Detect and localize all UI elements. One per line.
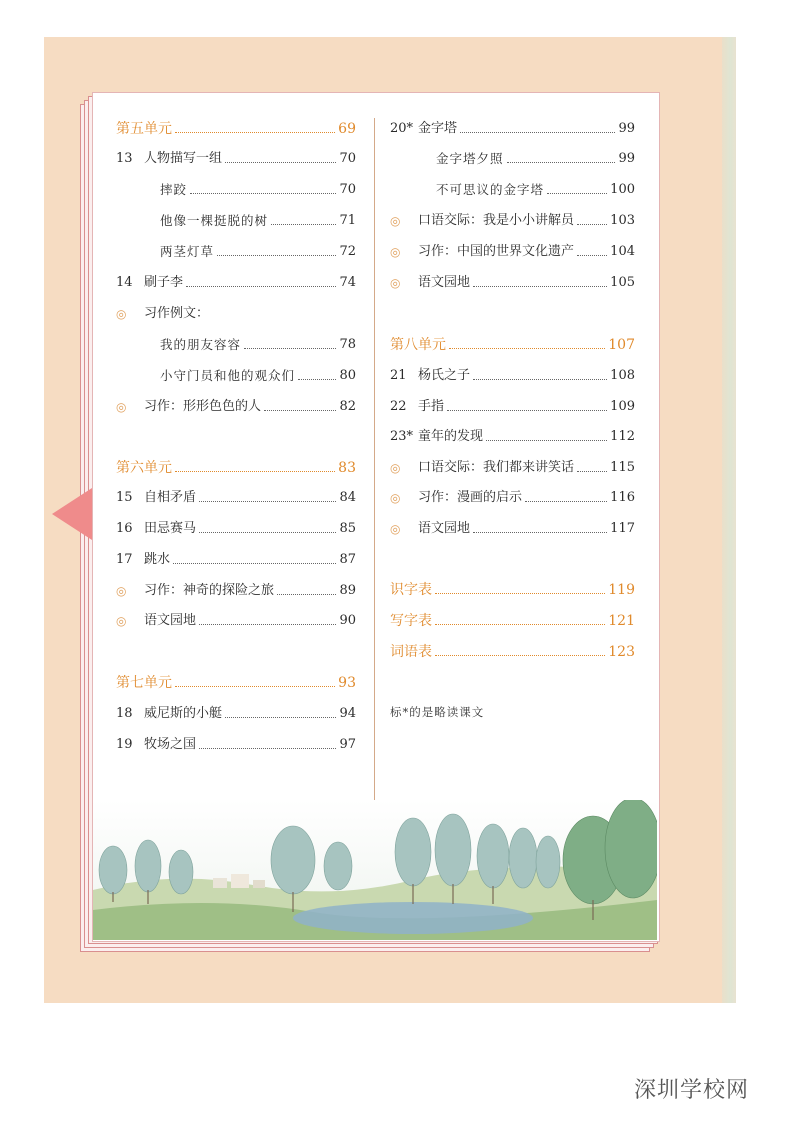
page-number: 100 xyxy=(610,182,635,197)
page-number: 105 xyxy=(610,275,635,290)
entry-title: 小守门员和他的观众们 xyxy=(160,368,296,383)
footnote: 标*的是略读课文 xyxy=(390,705,485,719)
page-number: 84 xyxy=(339,490,356,505)
bullet-icon: ◎ xyxy=(390,214,401,228)
dot-leader xyxy=(175,132,335,133)
dot-leader xyxy=(435,655,605,656)
entry-title: 童年的发现 xyxy=(418,429,484,444)
toc-unit-heading xyxy=(390,579,635,601)
dot-leader xyxy=(225,162,336,163)
toc-entry xyxy=(116,272,356,294)
bullet-icon: ◎ xyxy=(116,614,127,628)
watermark: 深圳学校网 xyxy=(633,1078,749,1103)
toc-unit-heading xyxy=(116,672,356,694)
entry-title: 习作例文： xyxy=(144,306,210,321)
page-number: 70 xyxy=(339,182,356,197)
page-number: 112 xyxy=(610,429,635,444)
entry-title: 口语交际：我是小小讲解员 xyxy=(418,213,575,228)
entry-title: 他像一棵挺脱的树 xyxy=(160,213,269,228)
dot-leader xyxy=(217,255,336,256)
toc-entry xyxy=(390,241,635,263)
toc-entry xyxy=(116,148,356,170)
toc-entry xyxy=(116,396,356,418)
page-number: 121 xyxy=(608,613,635,629)
page-number: 93 xyxy=(338,675,356,691)
bookmark-ribbon xyxy=(52,488,92,540)
entry-title: 习作：形形色色的人 xyxy=(144,399,262,414)
dot-leader xyxy=(199,501,336,502)
toc-entry xyxy=(116,549,356,571)
toc-entry xyxy=(116,303,356,325)
toc-unit-heading xyxy=(390,641,635,663)
toc-entry xyxy=(390,457,635,479)
dot-leader xyxy=(473,379,607,380)
page-number: 83 xyxy=(338,460,356,476)
lesson-number: 19 xyxy=(116,737,133,752)
page-number: 87 xyxy=(339,552,356,567)
entry-title: 语文园地 xyxy=(418,521,471,536)
scan-right-edge xyxy=(722,37,736,1003)
dot-leader xyxy=(449,348,605,349)
entry-title: 我的朋友容容 xyxy=(160,337,242,352)
lesson-number: 15 xyxy=(116,490,133,505)
dot-leader xyxy=(298,379,336,380)
toc-entry xyxy=(390,518,635,540)
lesson-number: 23* xyxy=(390,429,414,444)
toc-entry xyxy=(390,272,635,294)
toc-entry xyxy=(160,334,356,356)
lesson-number: 17 xyxy=(116,552,133,567)
page-number: 108 xyxy=(610,368,635,383)
page-number: 117 xyxy=(610,521,635,536)
dot-leader xyxy=(435,593,605,594)
dot-leader xyxy=(577,471,607,472)
bullet-icon: ◎ xyxy=(390,522,401,536)
entry-title: 手指 xyxy=(418,399,445,414)
entry-title: 自相矛盾 xyxy=(144,490,197,505)
bullet-icon: ◎ xyxy=(390,245,401,259)
toc-entry xyxy=(160,241,356,263)
lesson-number: 18 xyxy=(116,706,133,721)
entry-title: 口语交际：我们都来讲笑话 xyxy=(418,460,575,475)
entry-title: 金字塔 xyxy=(418,121,458,136)
page-number: 70 xyxy=(339,151,356,166)
entry-title: 跳水 xyxy=(144,552,171,567)
page-number: 90 xyxy=(339,613,356,628)
page-number: 94 xyxy=(339,706,356,721)
toc-entry xyxy=(436,148,635,170)
page-number: 116 xyxy=(610,490,635,505)
dot-leader xyxy=(577,224,607,225)
toc-entry xyxy=(116,610,356,632)
toc-entry xyxy=(116,580,356,602)
dot-leader xyxy=(435,624,605,625)
entry-title: 第六单元 xyxy=(116,460,172,476)
bullet-icon: ◎ xyxy=(390,491,401,505)
page-number: 109 xyxy=(610,399,635,414)
entry-title: 两茎灯草 xyxy=(160,244,215,259)
dot-leader xyxy=(547,193,607,194)
toc-unit-heading xyxy=(116,118,356,140)
lesson-number: 16 xyxy=(116,521,133,536)
entry-title: 摔跤 xyxy=(160,182,188,197)
entry-title: 第八单元 xyxy=(390,337,446,353)
dot-leader xyxy=(460,132,615,133)
page-number: 85 xyxy=(339,521,356,536)
entry-title: 习作：神奇的探险之旅 xyxy=(144,583,275,598)
dot-leader xyxy=(525,501,607,502)
column-divider xyxy=(374,118,375,812)
toc-entry xyxy=(436,179,635,201)
page-number: 115 xyxy=(610,460,635,475)
dot-leader xyxy=(264,410,336,411)
page-number: 119 xyxy=(608,582,635,598)
page-number: 107 xyxy=(608,337,635,353)
dot-leader xyxy=(225,717,336,718)
toc-entry xyxy=(390,396,635,418)
entry-title: 金字塔夕照 xyxy=(436,151,504,166)
lesson-number: 21 xyxy=(390,368,407,383)
lesson-number: 20* xyxy=(390,121,414,136)
dot-leader xyxy=(199,624,336,625)
lesson-number: 22 xyxy=(390,399,407,414)
dot-leader xyxy=(173,563,336,564)
entry-title: 刷子李 xyxy=(144,275,184,290)
entry-title: 不可思议的金字塔 xyxy=(436,182,545,197)
entry-title: 威尼斯的小艇 xyxy=(144,706,223,721)
dot-leader xyxy=(577,255,607,256)
bullet-icon: ◎ xyxy=(390,276,401,290)
toc-entry xyxy=(116,487,356,509)
dot-leader xyxy=(175,471,335,472)
page-number: 99 xyxy=(618,121,635,136)
entry-title: 语文园地 xyxy=(418,275,471,290)
page-number: 74 xyxy=(339,275,356,290)
toc-entry xyxy=(390,487,635,509)
landscape-illustration xyxy=(93,800,657,940)
entry-title: 语文园地 xyxy=(144,613,197,628)
dot-leader xyxy=(473,286,607,287)
entry-title: 词语表 xyxy=(390,644,432,660)
entry-title: 杨氏之子 xyxy=(418,368,471,383)
toc-entry xyxy=(390,210,635,232)
page-number: 104 xyxy=(610,244,635,259)
toc-unit-heading xyxy=(116,457,356,479)
toc-entry xyxy=(390,365,635,387)
page-number: 71 xyxy=(339,213,356,228)
dot-leader xyxy=(507,162,616,163)
toc-entry xyxy=(116,703,356,725)
dot-leader xyxy=(199,748,336,749)
dot-leader xyxy=(175,686,335,687)
toc-entry xyxy=(116,518,356,540)
page-number: 99 xyxy=(618,151,635,166)
entry-title: 第七单元 xyxy=(116,675,172,691)
dot-leader xyxy=(447,410,607,411)
toc-entry xyxy=(160,179,356,201)
dot-leader xyxy=(199,532,336,533)
toc-entry xyxy=(390,118,635,140)
page-number: 69 xyxy=(338,121,356,137)
dot-leader xyxy=(277,594,336,595)
entry-title: 习作：中国的世界文化遗产 xyxy=(418,244,575,259)
dot-leader xyxy=(190,193,336,194)
toc-entry xyxy=(390,426,635,448)
dot-leader xyxy=(473,532,607,533)
dot-leader xyxy=(486,440,607,441)
page-number: 82 xyxy=(339,399,356,414)
toc-unit-heading xyxy=(390,610,635,632)
entry-title: 识字表 xyxy=(390,582,432,598)
bullet-icon: ◎ xyxy=(116,584,127,598)
page-number: 78 xyxy=(339,337,356,352)
dot-leader xyxy=(186,286,336,287)
bullet-icon: ◎ xyxy=(116,307,127,321)
entry-title: 田忌赛马 xyxy=(144,521,197,536)
entry-title: 写字表 xyxy=(390,613,432,629)
toc-entry xyxy=(160,365,356,387)
page-number: 97 xyxy=(339,737,356,752)
dot-leader xyxy=(271,224,336,225)
entry-title: 习作：漫画的启示 xyxy=(418,490,523,505)
lesson-number: 13 xyxy=(116,151,133,166)
bullet-icon: ◎ xyxy=(390,461,401,475)
entry-title: 第五单元 xyxy=(116,121,172,137)
bullet-icon: ◎ xyxy=(116,400,127,414)
page-number: 72 xyxy=(339,244,356,259)
toc-unit-heading xyxy=(390,334,635,356)
entry-title: 牧场之国 xyxy=(144,737,197,752)
lesson-number: 14 xyxy=(116,275,133,290)
toc-entry xyxy=(160,210,356,232)
dot-leader xyxy=(244,348,336,349)
entry-title: 人物描写一组 xyxy=(144,151,223,166)
page-number: 103 xyxy=(610,213,635,228)
page-number: 89 xyxy=(339,583,356,598)
page-number: 123 xyxy=(608,644,635,660)
page-number: 80 xyxy=(339,368,356,383)
toc-entry xyxy=(116,734,356,756)
